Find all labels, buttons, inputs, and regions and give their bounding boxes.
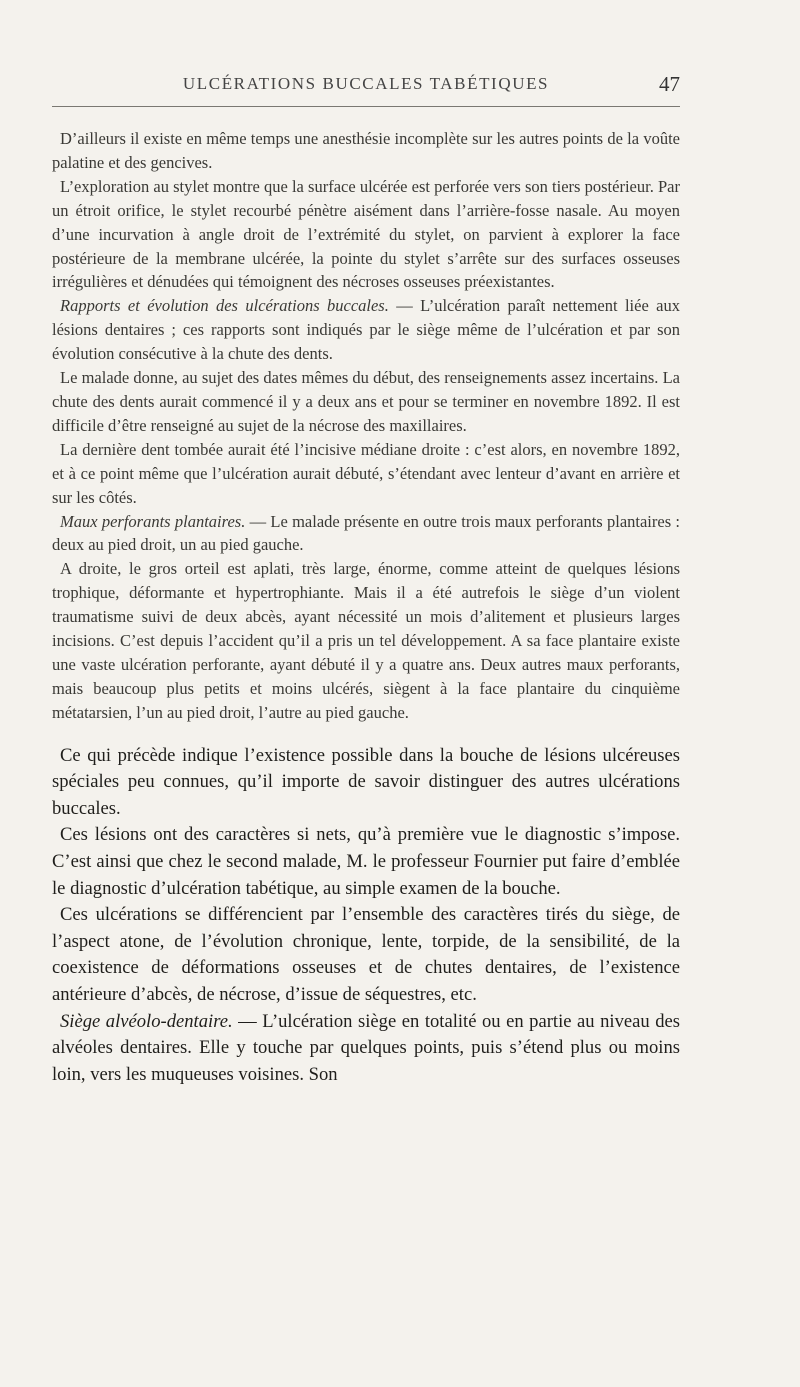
paragraph-dates: Le malade donne, au sujet des dates mêmes du début, des renseignements assez incertains. La chute des dents aurait commencé il y a deux ans et pour se terminer en novembre 1892. Il est difficile d’être renseigné au sujet de la nécrose des maxillaires.	[52, 368, 680, 435]
section-lead-siege: Siège alvéolo-dentaire.	[60, 1010, 233, 1032]
paragraph-anesthesia: D’ailleurs il existe en même temps une anesthésie incomplète sur les autres points de la voûte palatine et des gencives.	[52, 129, 680, 172]
section-lead-rapports: Rapports et évolution des ulcérations buccales.	[60, 296, 389, 316]
paragraph-gros-orteil: A droite, le gros orteil est aplati, très large, énorme, comme atteint de quelques lésions trophique, déformante et hypertrophiante. Mais il a été autrefois le siège d’un violent traumatisme suivi de deux abcès, ayant nécessité un mois d’alitement et plusieurs larges incisions. C’est depuis l’accident qu’il a pris un tel développement. A sa face plantaire existe une vaste ulcération perforante, ayant débuté il y a quatre ans. Deux autres maux perforants, mais beaucoup plus petits et moins ulcérés, siègent à la face plantaire du cinquième métatarsien, l’un au pied droit, l’autre au pied gauche.	[52, 559, 680, 722]
page-header	[52, 72, 680, 107]
book-page	[52, 72, 680, 1088]
paragraph-last-tooth: La dernière dent tombée aurait été l’incisive médiane droite : c’est alors, en novembre 1892, et à ce point même que l’ulcération aurait débuté, s’étendant avec lenteur d’avant en arrière et sur les côtés.	[52, 439, 680, 507]
small-print-section	[52, 127, 680, 725]
section-lead-maux: Maux perforants plantaires.	[60, 511, 246, 531]
paragraph-diagnostic: Ces lésions ont des caractères si nets, qu’à première vue le diagnostic s’impose. C’est ainsi que chez le second malade, M. le professeur Fournier put faire d’emblée le diagnostic d’ulcération tabétique, au simple examen de la bouche.	[52, 824, 680, 899]
paragraph-caracteres: Ces ulcérations se différencient par l’ensemble des caractères tirés du siège, de l’aspect atone, de l’évolution chronique, lente, torpide, de la sensibilité, de la coexistence de déformations osseuses et de chutes dentaires, de l’existence antérieure d’abcès, de nécrose, d’issue de séquestres, etc.	[52, 904, 680, 1005]
paragraph-rapports-evolution: Rapports et évolution des ulcérations buccales. — L’ulcération paraît nettement liée aux lésions dentaires ; ces rapports sont indiqués par le siège même de l’ulcération et par son évolution consécutive à la chute des dents.	[52, 296, 680, 364]
paragraph-stylet-exploration: L’exploration au stylet montre que la surface ulcérée est perforée vers son tiers postérieur. Par un étroit orifice, le stylet recourbé pénètre aisément dans l’arrière-fosse nasale. Au moyen d’une incurvation à angle droit de l’extrémité du stylet, on parvient à explorer la face postérieure de la membrane ulcérée, la pointe du stylet s’arrête sur des surfaces osseuses irrégulières et dénudées qui témoignent des nécroses osseuses préexistantes.	[52, 176, 680, 292]
large-print-section	[52, 743, 680, 1089]
paragraph-siege-alveolo-dentaire: Siège alvéolo-dentaire. — L’ulcération siège en totalité ou en partie au niveau des alvéoles dentaires. Elle y touche par quelques points, puis s’étend plus ou moins loin, vers les muqueuses voisines. Son	[52, 1010, 680, 1085]
paragraph-lesions-speciales: Ce qui précède indique l’existence possible dans la bouche de lésions ulcéreuses spéciales peu connues, qu’il importe de savoir distinguer des autres ulcérations buccales.	[52, 744, 680, 819]
running-title: ULCÉRATIONS BUCCALES TABÉTIQUES	[182, 74, 550, 93]
paragraph-maux-perforants: Maux perforants plantaires. — Le malade présente en outre trois maux perforants plantaires : deux au pied droit, un au pied gauche.	[52, 511, 680, 555]
page-number: 47	[659, 72, 680, 96]
